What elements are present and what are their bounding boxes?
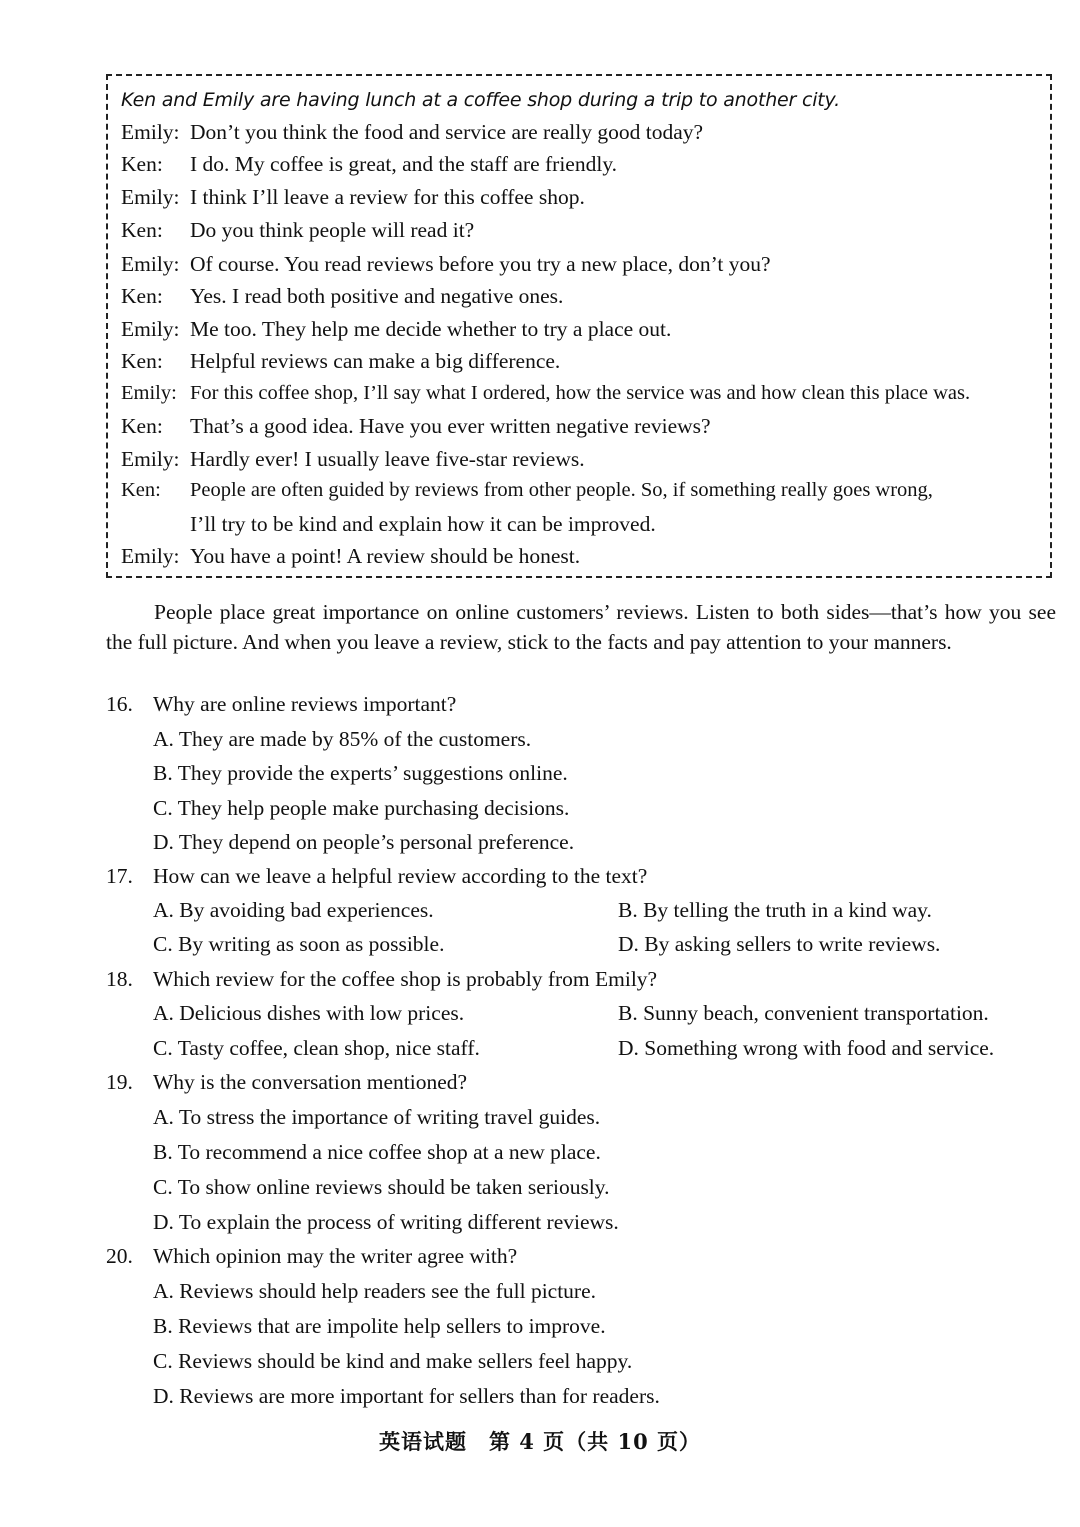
dialogue-line (121, 120, 703, 145)
question-number: 20. (106, 1244, 133, 1268)
question-16 (106, 692, 456, 717)
dialogue-line (121, 185, 585, 210)
passage-paragraph: People place great importance on online customers’ reviews. Listen to both sides—that’s how you see the full picture. And when you leave a review, stick to the facts and pay attention to your manners. (106, 600, 1056, 654)
dialogue-intro: Ken and Emily are having lunch at a coffee shop during a trip to another city. (121, 89, 840, 111)
page-footer: 英语试题 第 4 页（共 10 页） (378, 1429, 702, 1454)
speaker: Emily: (121, 544, 180, 568)
option-19-d[interactable]: D. To explain the process of writing different reviews. (153, 1210, 619, 1234)
speaker: Ken: (121, 284, 163, 308)
question-17 (106, 864, 647, 889)
option-16-d[interactable]: D. They depend on people’s personal preference. (153, 830, 575, 854)
speaker: Ken: (121, 479, 161, 501)
dialogue-line (121, 284, 563, 309)
option-20-d[interactable]: D. Reviews are more important for sellers than for readers. (153, 1384, 660, 1408)
question-number: 16. (106, 692, 133, 716)
line-text: Hardly ever! I usually leave five-star reviews. (190, 447, 585, 471)
question-number: 18. (106, 967, 133, 991)
speaker: Ken: (121, 414, 163, 438)
question-text: How can we leave a helpful review according to the text? (153, 864, 648, 888)
dialogue-line (121, 479, 933, 502)
dialogue-line (121, 544, 580, 569)
line-text: For this coffee shop, I’ll say what I ordered, how the service was and how clean this place was. (190, 382, 971, 404)
speaker: Ken: (121, 152, 163, 176)
line-text: Of course. You read reviews before you try a new place, don’t you? (190, 252, 771, 276)
question-text: Why are online reviews important? (153, 692, 457, 716)
speaker: Ken: (121, 218, 163, 242)
dialogue-line (121, 252, 771, 277)
option-20-b[interactable]: B. Reviews that are impolite help sellers to improve. (153, 1314, 606, 1338)
option-20-c[interactable]: C. Reviews should be kind and make sellers feel happy. (153, 1349, 633, 1373)
dialogue-line (121, 414, 711, 439)
speaker: Emily: (121, 317, 180, 341)
line-text: I do. My coffee is great, and the staff are friendly. (190, 152, 618, 176)
speaker: Emily: (121, 185, 180, 209)
question-19 (106, 1070, 467, 1095)
line-text: People are often guided by reviews from other people. So, if something really goes wrong, (190, 479, 933, 501)
line-text: Don’t you think the food and service are really good today? (190, 120, 704, 144)
line-text: Helpful reviews can make a big difference. (190, 349, 561, 373)
option-16-a[interactable]: A. They are made by 85% of the customers. (153, 727, 532, 751)
question-20 (106, 1244, 517, 1269)
speaker: Emily: (121, 447, 180, 471)
option-18-a[interactable]: A. Delicious dishes with low prices. (153, 1001, 465, 1025)
speaker: Emily: (121, 252, 180, 276)
option-20-a[interactable]: A. Reviews should help readers see the full picture. (153, 1279, 597, 1303)
option-17-c[interactable]: C. By writing as soon as possible. (153, 932, 445, 956)
line-text: That’s a good idea. Have you ever written negative reviews? (190, 414, 711, 438)
option-17-a[interactable]: A. By avoiding bad experiences. (153, 898, 434, 922)
dialogue-line (121, 152, 617, 177)
question-text: Which review for the coffee shop is probably from Emily? (153, 967, 658, 991)
question-text: Why is the conversation mentioned? (153, 1070, 468, 1094)
line-text: I think I’ll leave a review for this coffee shop. (190, 185, 585, 209)
dialogue-line (121, 317, 671, 342)
option-18-d[interactable]: D. Something wrong with food and service. (618, 1036, 995, 1060)
option-16-b[interactable]: B. They provide the experts’ suggestions online. (153, 761, 568, 785)
question-number: 17. (106, 864, 133, 888)
question-number: 19. (106, 1070, 133, 1094)
option-17-b[interactable]: B. By telling the truth in a kind way. (618, 898, 932, 922)
dialogue-line (121, 447, 585, 472)
dialogue-line (121, 382, 970, 405)
line-text: I’ll try to be kind and explain how it can be improved. (190, 512, 656, 536)
dialogue-line (121, 349, 560, 374)
option-18-b[interactable]: B. Sunny beach, convenient transportation. (618, 1001, 989, 1025)
question-text: Which opinion may the writer agree with? (153, 1244, 518, 1268)
option-18-c[interactable]: C. Tasty coffee, clean shop, nice staff. (153, 1036, 480, 1060)
speaker: Emily: (121, 120, 180, 144)
question-18 (106, 967, 657, 992)
line-text: Do you think people will read it? (190, 218, 475, 242)
line-text: Yes. I read both positive and negative ones. (190, 284, 564, 308)
option-19-b[interactable]: B. To recommend a nice coffee shop at a new place. (153, 1140, 601, 1164)
line-text: You have a point! A review should be honest. (190, 544, 581, 568)
option-19-c[interactable]: C. To show online reviews should be taken seriously. (153, 1175, 610, 1199)
dialogue-line (121, 512, 656, 537)
dialogue-line (121, 218, 474, 243)
line-text: Me too. They help me decide whether to try a place out. (190, 317, 672, 341)
option-19-a[interactable]: A. To stress the importance of writing travel guides. (153, 1105, 601, 1129)
option-16-c[interactable]: C. They help people make purchasing decisions. (153, 796, 570, 820)
option-17-d[interactable]: D. By asking sellers to write reviews. (618, 932, 941, 956)
speaker: Emily: (121, 382, 177, 404)
speaker: Ken: (121, 349, 163, 373)
